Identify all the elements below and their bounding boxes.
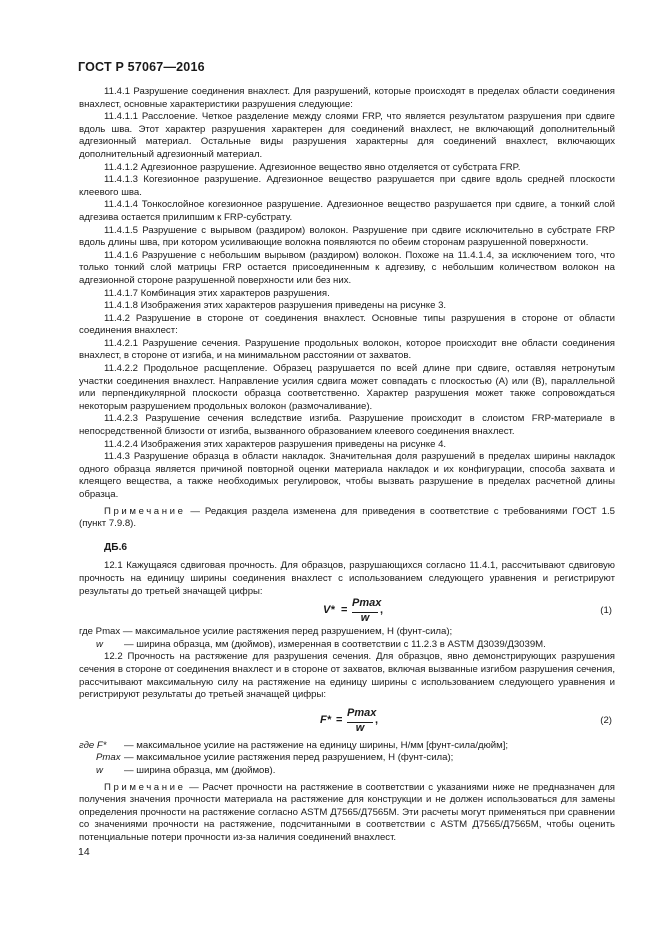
paragraph: 11.4.2.1 Разрушение сечения. Разрушение продольных волокон, которое происходит вне области соединения внахлест, в стороне от изгиба, и на минимальном расстоянии от захватов. [79,337,615,362]
definition-line [79,639,615,652]
paragraph: 11.4.1.4 Тонкослойное когезионное разрушение. Адгезионное вещество разрушается при сдвиге, а тонкий слой адгезива остается прилипшим к FRP-субстрату. [79,199,615,223]
paragraph: 11.4.2.2 Продольное расщепление. Образец разрушается по всей длине при сдвиге, оставляя нетронутым участки соединения внахлест. Направление усилия сдвига может совпадать с плоскостью (А) или (В), параллельной или перпендикулярной плоскости образца соответственно. Характер разрушения может также сопровождаться некоторым разрушением продольных волокон (размочаливание). [79,363,615,412]
fraction [352,597,382,626]
definition-line [79,740,615,753]
document-header: ГОСТ Р 57067—2016 [78,60,205,74]
equation-number: (1) [600,605,612,617]
fraction-denominator: w [355,721,365,734]
fraction-denominator: w [360,612,370,625]
paragraph: 11.4.1.5 Разрушение с вырывом (раздиром) волокон. Разрушение при сдвиге исключительно в субстрате FRP вдоль длины шва, при котором усиливающие волокна появляются по обеим сторонам разрушенной поверхности. [79,224,615,249]
note-label: Примечание [104,505,186,517]
definition-symbol: w [96,764,103,776]
paragraph: 11.4.1.3 Когезионное разрушение. Адгезионное вещество разрушается при сдвиге вдоль средней плоскости клеевого шва. [79,174,615,198]
definition-line [79,765,615,778]
definition-text: — максимальное усилие растяжения перед разрушением, Н (фунт-сила); [122,626,453,638]
definition-symbol: где Pmax [79,626,121,638]
page-number: 14 [78,846,90,858]
definition-symbol: где F* [79,739,107,751]
fraction-numerator: Pmax [352,597,382,610]
paragraph: 11.4.2.4 Изображения этих характеров разрушения приведены на рисунке 4. [104,438,447,450]
formula-lhs: V* [323,604,335,617]
definition-text: — максимальное усилие на растяжение на единицу ширины, Н/мм [фунт-сила/дюйм]; [124,739,509,751]
paragraph: 11.4.1.2 Адгезионное разрушение. Адгезионное вещество явно отделяется от субстрата FRP. [104,161,521,173]
comma: , [375,713,379,726]
equation-number: (2) [600,714,612,726]
paragraph: 12.2 Прочность на растяжение для разрушения сечения. Для образцов, явно демонстрирующих разрушения сечения в стороне от соединения внахлест и в стороне от захватов, включая вызванные изгибом разрушения сечения, рассчитывают максимальную силу на растяжение на единицу ширины с использованием следующего уравнения и регистрируют результаты до третьей значащей цифры: [79,651,615,701]
note [79,506,615,531]
definition-text: — ширина образца, мм (дюймов), измеренная в соответствии с 11.2.3 в ASTM Д3039/Д3039М. [124,638,546,650]
paragraph: 11.4.2 Разрушение в стороне от соединения внахлест. Основные типы разрушения в стороне от области соединения внахлест: [79,312,615,337]
paragraph: 11.4.1.8 Изображения этих характеров разрушения приведены на рисунке 3. [104,300,447,312]
fraction [347,706,377,736]
definition-symbol: Pmax [96,752,121,764]
note-text: — Расчет прочности на растяжение в соответствии с указаниями ниже не предназначен для получения значения прочности материала на растяжение для конструкции и не должен использоваться для замены определения прочности на растяжение согласно ASTM Д7565/Д7565М. Эти расчеты могут применяться при сравнении со значениями прочности на растяжение, подсчитанными в соответствии с ASTM Д7565/Д7565М, чтобы оценить потенциальные потери прочности из-за наличия соединений внахлест. [79,781,615,843]
fraction-numerator: Pmax [347,706,377,719]
equals-sign: = [336,713,343,726]
formula-1 [79,598,615,626]
paragraph: 11.4.1.1 Расслоение. Четкое разделение между слоями FRP, что является результатом разрушения при сдвиге вдоль шва. Этот характер разрушения характерен для соединений внахлест, не включающий дополнительный адгезионный материал. Остальные виды разрушения характерны для соединений внахлест, включающих дополнительный адгезионный материал. [79,111,615,160]
note [79,782,615,845]
document-body [79,86,615,844]
paragraph: 12.1 Кажущаяся сдвиговая прочность. Для образцов, разрушающихся согласно 11.4.1, рассчитывают сдвиговую прочность на единицу ширины соединения внахлест с использованием следующего уравнения и регистрируют результаты до третьей значащей цифры: [79,560,615,597]
definition-text: — максимальное усилие растяжения перед разрушением, Н (фунт-сила); [124,752,454,764]
definition-symbol: w [96,638,103,650]
note-label: Примечание [104,781,186,793]
definition-line [79,752,615,765]
paragraph: 11.4.1.6 Разрушение с небольшим вырывом (раздиром) волокон. Похоже на 11.4.1.4, за исключением того, что только тонкий слой матрицы FRP остается присоединенным к адгезиву, с небольшим количеством волокон на адгезионной стороне разрушенной поверхности или без них. [79,249,615,286]
definition-line [79,626,615,639]
formula-lhs: F* [320,713,331,726]
paragraph: 11.4.1.7 Комбинация этих характеров разрушения. [104,287,330,299]
paragraph: 11.4.1 Разрушение соединения внахлест. Для разрушений, которые происходят в пределах области соединения внахлест, основные характеристики разрушения следующие: [79,86,615,110]
paragraph: 11.4.3 Разрушение образца в области накладок. Значительная доля разрушений в пределах ширины накладок одного образца является причиной повторной оценки материала накладок и их конфигурации, способа захвата и клеящего вещества, а также необходимых регулировок, чтобы вызвать разрушение в пределах расчетной длины образца. [79,451,615,500]
equals-sign: = [341,604,348,617]
definition-text: — ширина образца, мм (дюймов). [124,764,276,776]
note-text: — Редакция раздела изменена для приведения в соответствие с требованиями ГОСТ 1.5 (пункт 7.9.8). [79,505,615,530]
formula-2 [79,702,615,736]
section-heading: ДБ.6 [104,541,128,553]
comma: , [380,604,384,617]
paragraph: 11.4.2.3 Разрушение сечения вследствие изгиба. Разрушение происходит в слоистом FRP-материале в непосредственной близости от изгиба, вызванного образованием клеевого соединения внахлест. [79,413,615,438]
